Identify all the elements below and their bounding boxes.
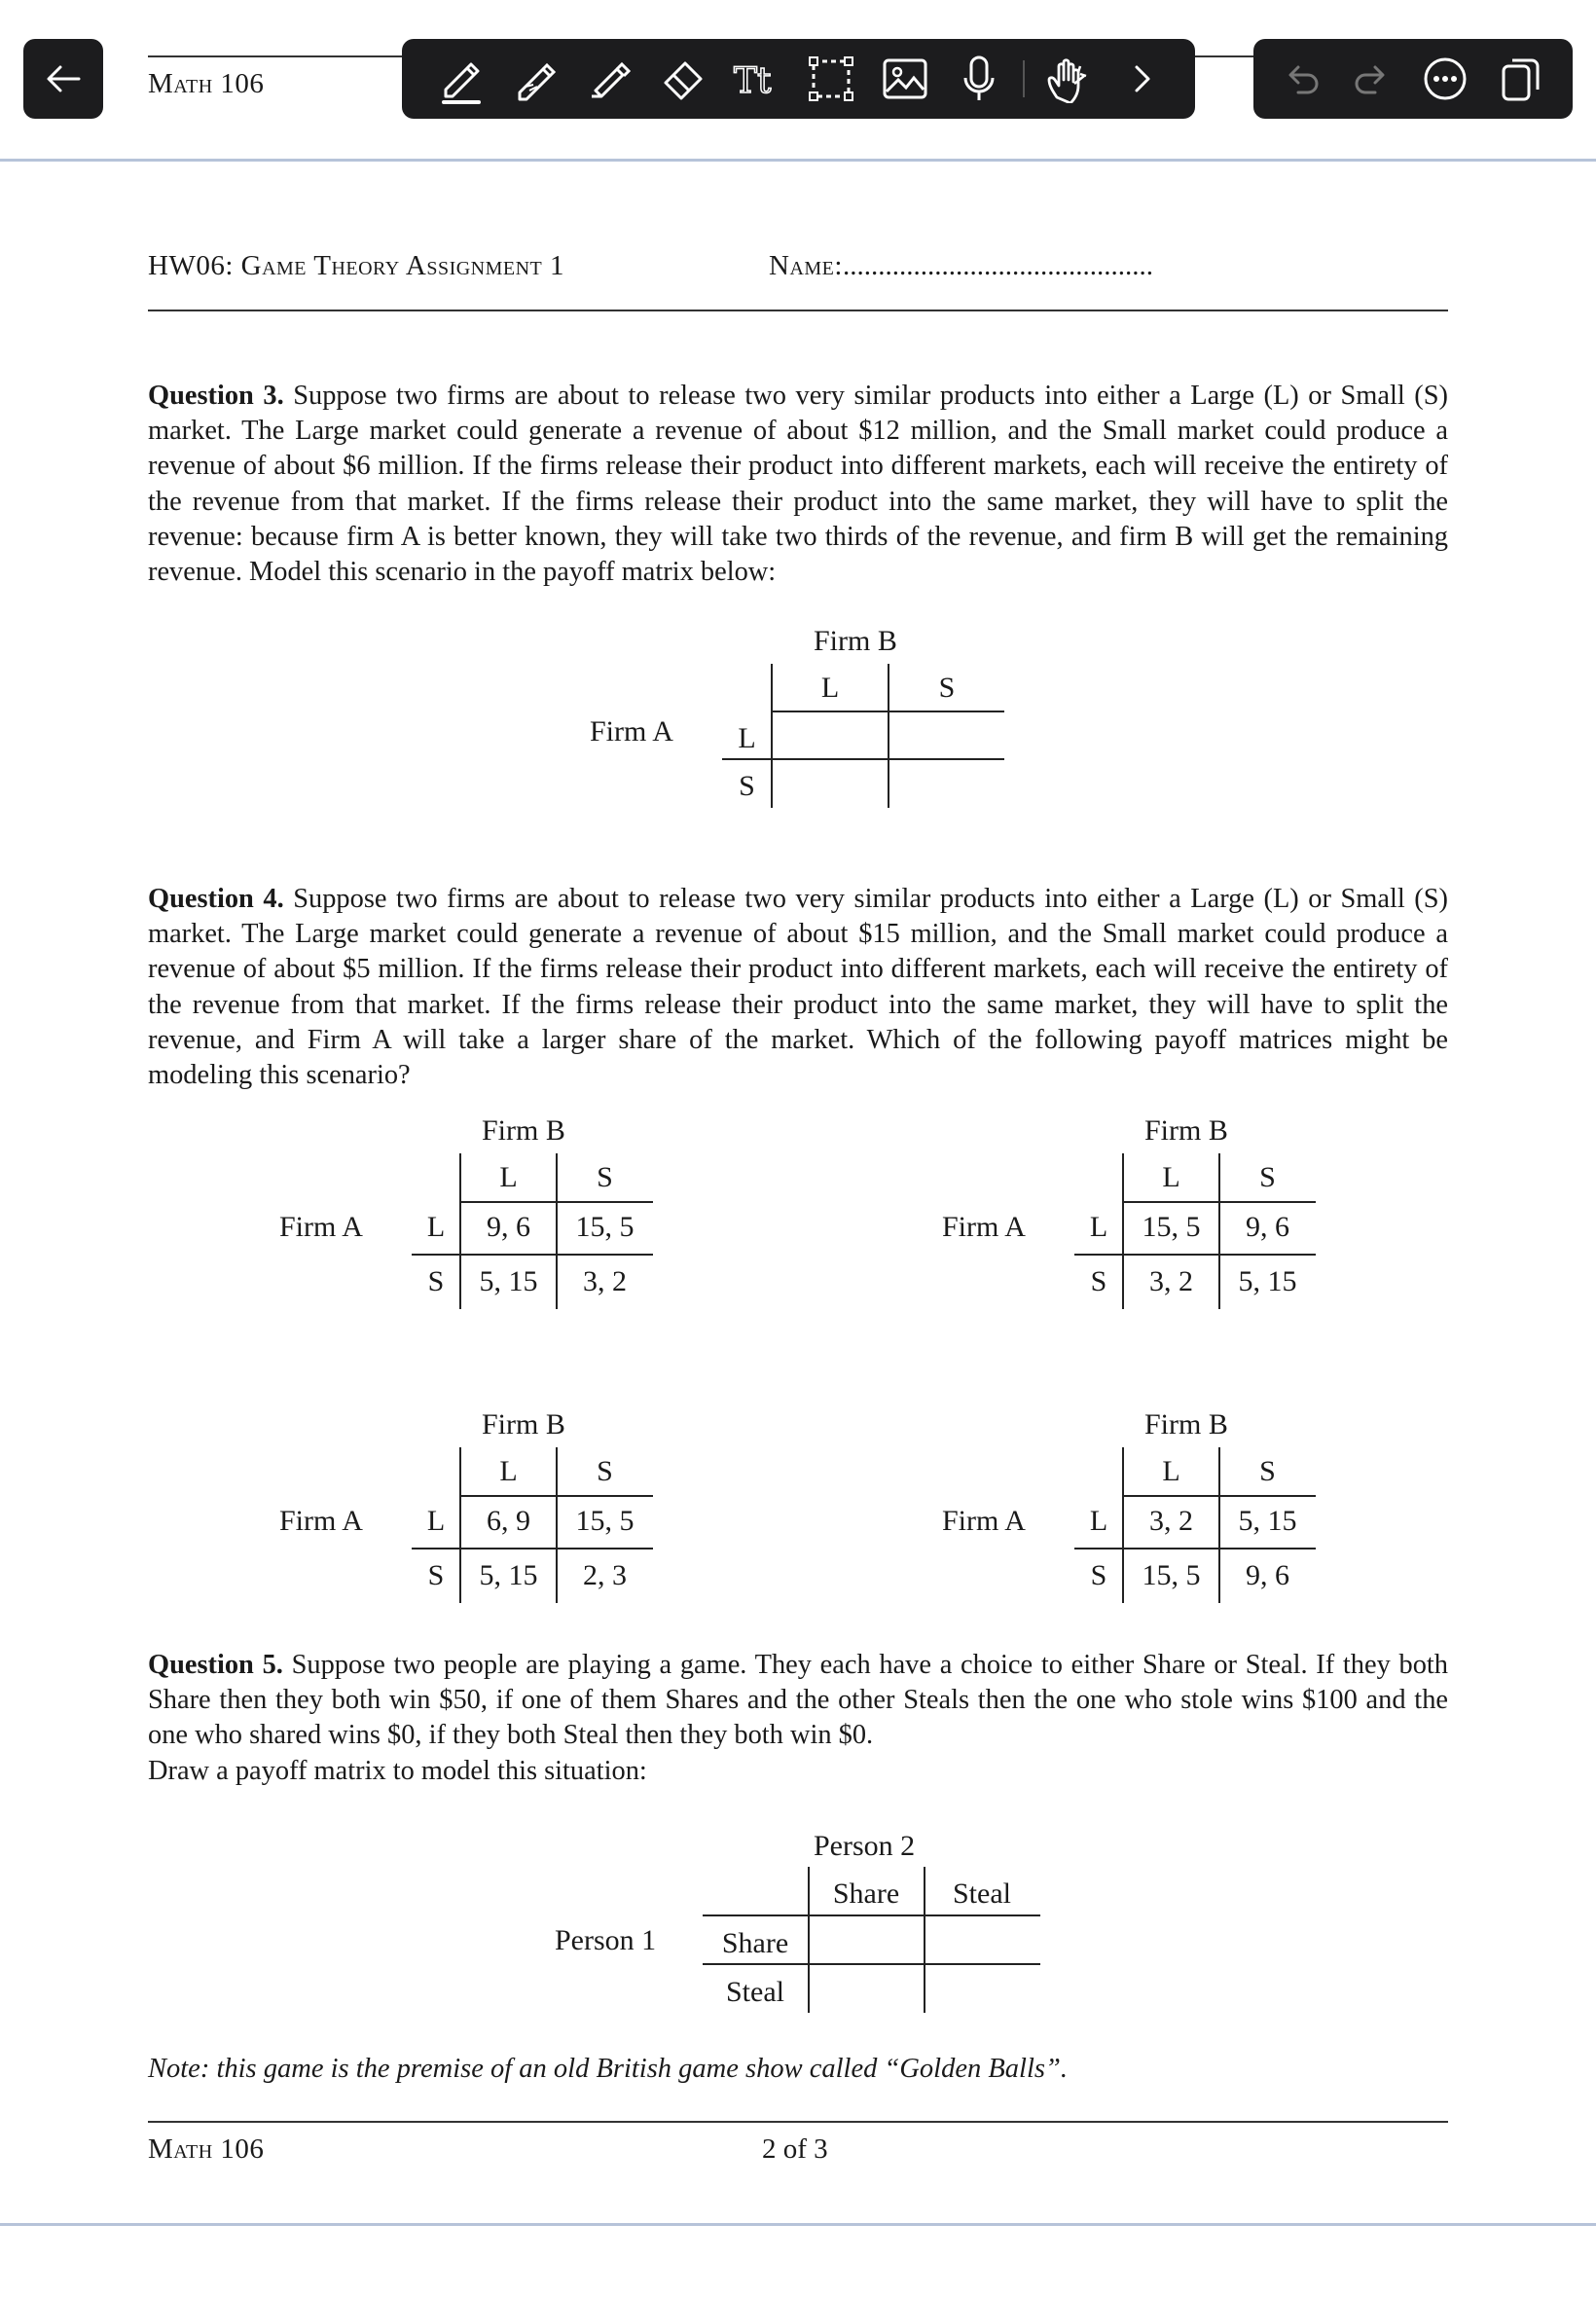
image-icon <box>881 56 929 101</box>
name-field[interactable] <box>769 248 1153 283</box>
q4b-cell-LS: 9, 6 <box>1246 1211 1289 1243</box>
q4c-vline <box>459 1447 461 1603</box>
chevron-right-icon <box>1131 61 1154 96</box>
highlighter-tool[interactable] <box>579 49 639 109</box>
q4d-row-player: Firm A <box>942 1505 1026 1537</box>
title-rule <box>148 310 1448 311</box>
q4c-cell-SL: 5, 15 <box>479 1559 538 1591</box>
q4d-row-header-1: L <box>1089 1505 1108 1537</box>
q4c-col-player: Firm B <box>482 1408 565 1440</box>
q4a-col-header-2: S <box>597 1161 613 1193</box>
pages-icon <box>1499 55 1543 103</box>
q5-cell-steal-share[interactable] <box>809 1966 923 2011</box>
q5-hline <box>703 1963 1040 1965</box>
q4c-hline <box>459 1495 653 1497</box>
lasso-select-tool[interactable] <box>801 49 861 109</box>
q4a-row-header-2: S <box>427 1265 445 1297</box>
header-top-rule-right <box>1195 55 1253 57</box>
microphone-tool[interactable] <box>949 49 1009 109</box>
q4a-hline <box>412 1254 653 1256</box>
course-name-top: Math 106 <box>148 68 265 99</box>
question-4 <box>148 882 1448 1093</box>
q4d-cell-SS: 9, 6 <box>1246 1559 1289 1591</box>
question-5 <box>148 1648 1448 1789</box>
course-name-bottom: Math 106 <box>148 2133 265 2165</box>
q3-hline <box>771 711 1004 712</box>
back-button[interactable] <box>23 39 103 119</box>
q4d-vline <box>1122 1447 1124 1603</box>
redo-button[interactable] <box>1352 61 1391 96</box>
q5-col-player: Person 2 <box>814 1830 916 1862</box>
q5-hline <box>703 1914 1040 1916</box>
q4a-cell-SS: 3, 2 <box>583 1265 627 1297</box>
q4a-cell-LS: 15, 5 <box>575 1211 635 1243</box>
golden-balls-note: Note: this game is the premise of an old British game show called “Golden Balls”. <box>148 2054 1068 2084</box>
back-arrow-icon <box>46 64 81 93</box>
assignment-title: HW06: Game Theory Assignment 1 <box>148 250 565 281</box>
q3-cell-SL[interactable] <box>772 761 887 806</box>
touch-gesture-icon <box>1045 55 1092 103</box>
q4a-cell-LL: 9, 6 <box>487 1211 530 1243</box>
q5-col-header-1: Share <box>832 1878 900 1910</box>
toolbar-separator <box>1023 60 1025 97</box>
header-top-rule <box>148 55 403 57</box>
highlighter-icon <box>586 55 633 102</box>
q4c-cell-LL: 6, 9 <box>487 1505 530 1537</box>
q4b-vline <box>1122 1153 1124 1309</box>
q4a-hline <box>459 1201 653 1203</box>
q5-cell-share-share[interactable] <box>809 1917 923 1961</box>
q4a-col-player: Firm B <box>482 1114 565 1147</box>
q4a-row-player: Firm A <box>279 1211 363 1243</box>
drawing-toolbar <box>402 39 1195 119</box>
q3-cell-LS[interactable] <box>889 713 1003 756</box>
q5-row-player: Person 1 <box>555 1924 657 1956</box>
q4c-row-header-1: L <box>426 1505 446 1537</box>
q4a-vline <box>459 1153 461 1309</box>
q4b-col-header-1: L <box>1162 1161 1180 1193</box>
image-tool[interactable] <box>875 49 935 109</box>
microphone-icon <box>960 55 998 103</box>
q4d-col-header-1: L <box>1162 1455 1180 1487</box>
document-toolbar <box>1253 39 1573 119</box>
q4b-hline <box>1122 1201 1316 1203</box>
q3-col-player: Firm B <box>814 625 897 657</box>
lasso-select-icon <box>807 55 855 103</box>
pen-icon <box>438 51 485 107</box>
q3-cell-LL[interactable] <box>772 713 887 756</box>
q5-col-header-2: Steal <box>953 1878 1011 1910</box>
q4c-row-header-2: S <box>427 1559 445 1591</box>
q4d-row-header-2: S <box>1090 1559 1107 1591</box>
q4c-cell-LS: 15, 5 <box>575 1505 635 1537</box>
q4d-col-player: Firm B <box>1144 1408 1228 1440</box>
text-tool[interactable] <box>727 49 787 109</box>
q3-hline <box>722 758 1004 760</box>
q4b-cell-SS: 5, 15 <box>1238 1265 1297 1297</box>
q4d-cell-LL: 3, 2 <box>1149 1505 1193 1537</box>
undo-icon <box>1283 61 1322 96</box>
question-4-label: Question 4. <box>148 884 284 914</box>
q5-row-header-1: Share <box>721 1927 789 1959</box>
question-3 <box>148 379 1448 590</box>
q4c-vline <box>556 1447 558 1603</box>
footer-rule-page <box>148 2121 1448 2123</box>
name-dots: ............................................ <box>842 250 1153 281</box>
q4d-hline <box>1074 1548 1316 1550</box>
q3-row-header-2: S <box>739 770 755 802</box>
more-icon <box>1422 55 1469 102</box>
header-divider <box>0 159 1596 162</box>
question-3-text: Suppose two firms are about to release two very similar products into either a Large (L) or Small (S) market. The Large market could generate a revenue of about $12 million, and the Small market could produce a revenue of about $6 million. If the firms release their product into different markets, each will receive the entirety of the revenue from that market. If the firms release their product into the same market, they will have to split the revenue: because firm A is better known, they will take two thirds of the revenue, and firm B will get the remaining revenue. Model this scenario in the payoff matrix below: <box>148 381 1448 588</box>
q4c-cell-SS: 2, 3 <box>583 1559 627 1591</box>
q4b-row-header-2: S <box>1090 1265 1107 1297</box>
question-4-text: Suppose two firms are about to release two very similar products into either a Large (L) or Small (S) market. The Large market could generate a revenue of about $15 million, and the Small market could produce a revenue of about $5 million. If the firms release their product into different markets, each will receive the entirety of the revenue from that market. If the firms release their product into the same market, they will have to split the revenue, and Firm A will take a larger share of the market. Which of the following payoff matrices might be modeling this scenario? <box>148 884 1448 1091</box>
q4d-cell-SL: 15, 5 <box>1142 1559 1201 1591</box>
q5-cell-share-steal[interactable] <box>925 1917 1038 1961</box>
q4a-vline <box>556 1153 558 1309</box>
q4b-cell-LL: 15, 5 <box>1142 1211 1201 1243</box>
redo-icon <box>1352 61 1391 96</box>
pencil-icon <box>512 55 559 102</box>
q4b-hline <box>1074 1254 1316 1256</box>
question-5-instruction: Draw a payoff matrix to model this situation: <box>148 1755 647 1786</box>
name-label: Name: <box>769 250 843 281</box>
question-3-label: Question 3. <box>148 381 284 411</box>
page-bottom-divider <box>0 2223 1596 2226</box>
svg-text:Tt: Tt <box>734 61 772 101</box>
q4a-col-header-1: L <box>499 1161 518 1193</box>
q4b-vline <box>1218 1153 1220 1309</box>
q4d-cell-LS: 5, 15 <box>1238 1505 1297 1537</box>
q3-row-header-1: L <box>738 722 756 754</box>
q4b-row-player: Firm A <box>942 1211 1026 1243</box>
q4c-col-header-2: S <box>597 1455 613 1487</box>
question-5-text: Suppose two people are playing a game. They each have a choice to either Share or Steal. If they both Share then they both win $50, if one of them Shares and the other Steals then the one who stole wins $100 and the one who shared wins $0, if they both Steal then they both win $0. <box>148 1650 1448 1751</box>
q3-col-header-1: L <box>820 672 840 704</box>
text-tool-icon <box>732 55 782 102</box>
q4d-vline <box>1218 1447 1220 1603</box>
q3-col-header-2: S <box>938 672 956 704</box>
q4c-hline <box>412 1548 653 1550</box>
eraser-tool[interactable] <box>653 49 713 109</box>
undo-button[interactable] <box>1283 61 1322 96</box>
q4b-row-header-1: L <box>1089 1211 1108 1243</box>
q4b-col-player: Firm B <box>1144 1114 1228 1147</box>
pen-tool[interactable] <box>431 49 491 109</box>
q4d-col-header-2: S <box>1259 1455 1276 1487</box>
q3-row-player: Firm A <box>590 715 673 747</box>
q4c-col-header-1: L <box>499 1455 518 1487</box>
q4a-cell-SL: 5, 15 <box>479 1265 538 1297</box>
pages-button[interactable] <box>1499 55 1543 103</box>
toolbar-expand[interactable] <box>1112 49 1173 109</box>
q4b-col-header-2: S <box>1259 1161 1276 1193</box>
question-5-label: Question 5. <box>148 1650 283 1680</box>
q5-cell-steal-steal[interactable] <box>925 1966 1038 2011</box>
q3-cell-SS[interactable] <box>889 761 1003 806</box>
page-number: 2 of 3 <box>762 2133 828 2165</box>
q4b-cell-SL: 3, 2 <box>1149 1265 1193 1297</box>
q4a-row-header-1: L <box>426 1211 446 1243</box>
q5-row-header-2: Steal <box>726 1976 784 2008</box>
pencil-tool[interactable] <box>505 49 565 109</box>
q4c-row-player: Firm A <box>279 1505 363 1537</box>
q4d-hline <box>1122 1495 1316 1497</box>
more-button[interactable] <box>1422 55 1469 102</box>
touch-gesture-tool[interactable] <box>1038 49 1099 109</box>
eraser-icon <box>660 55 707 102</box>
